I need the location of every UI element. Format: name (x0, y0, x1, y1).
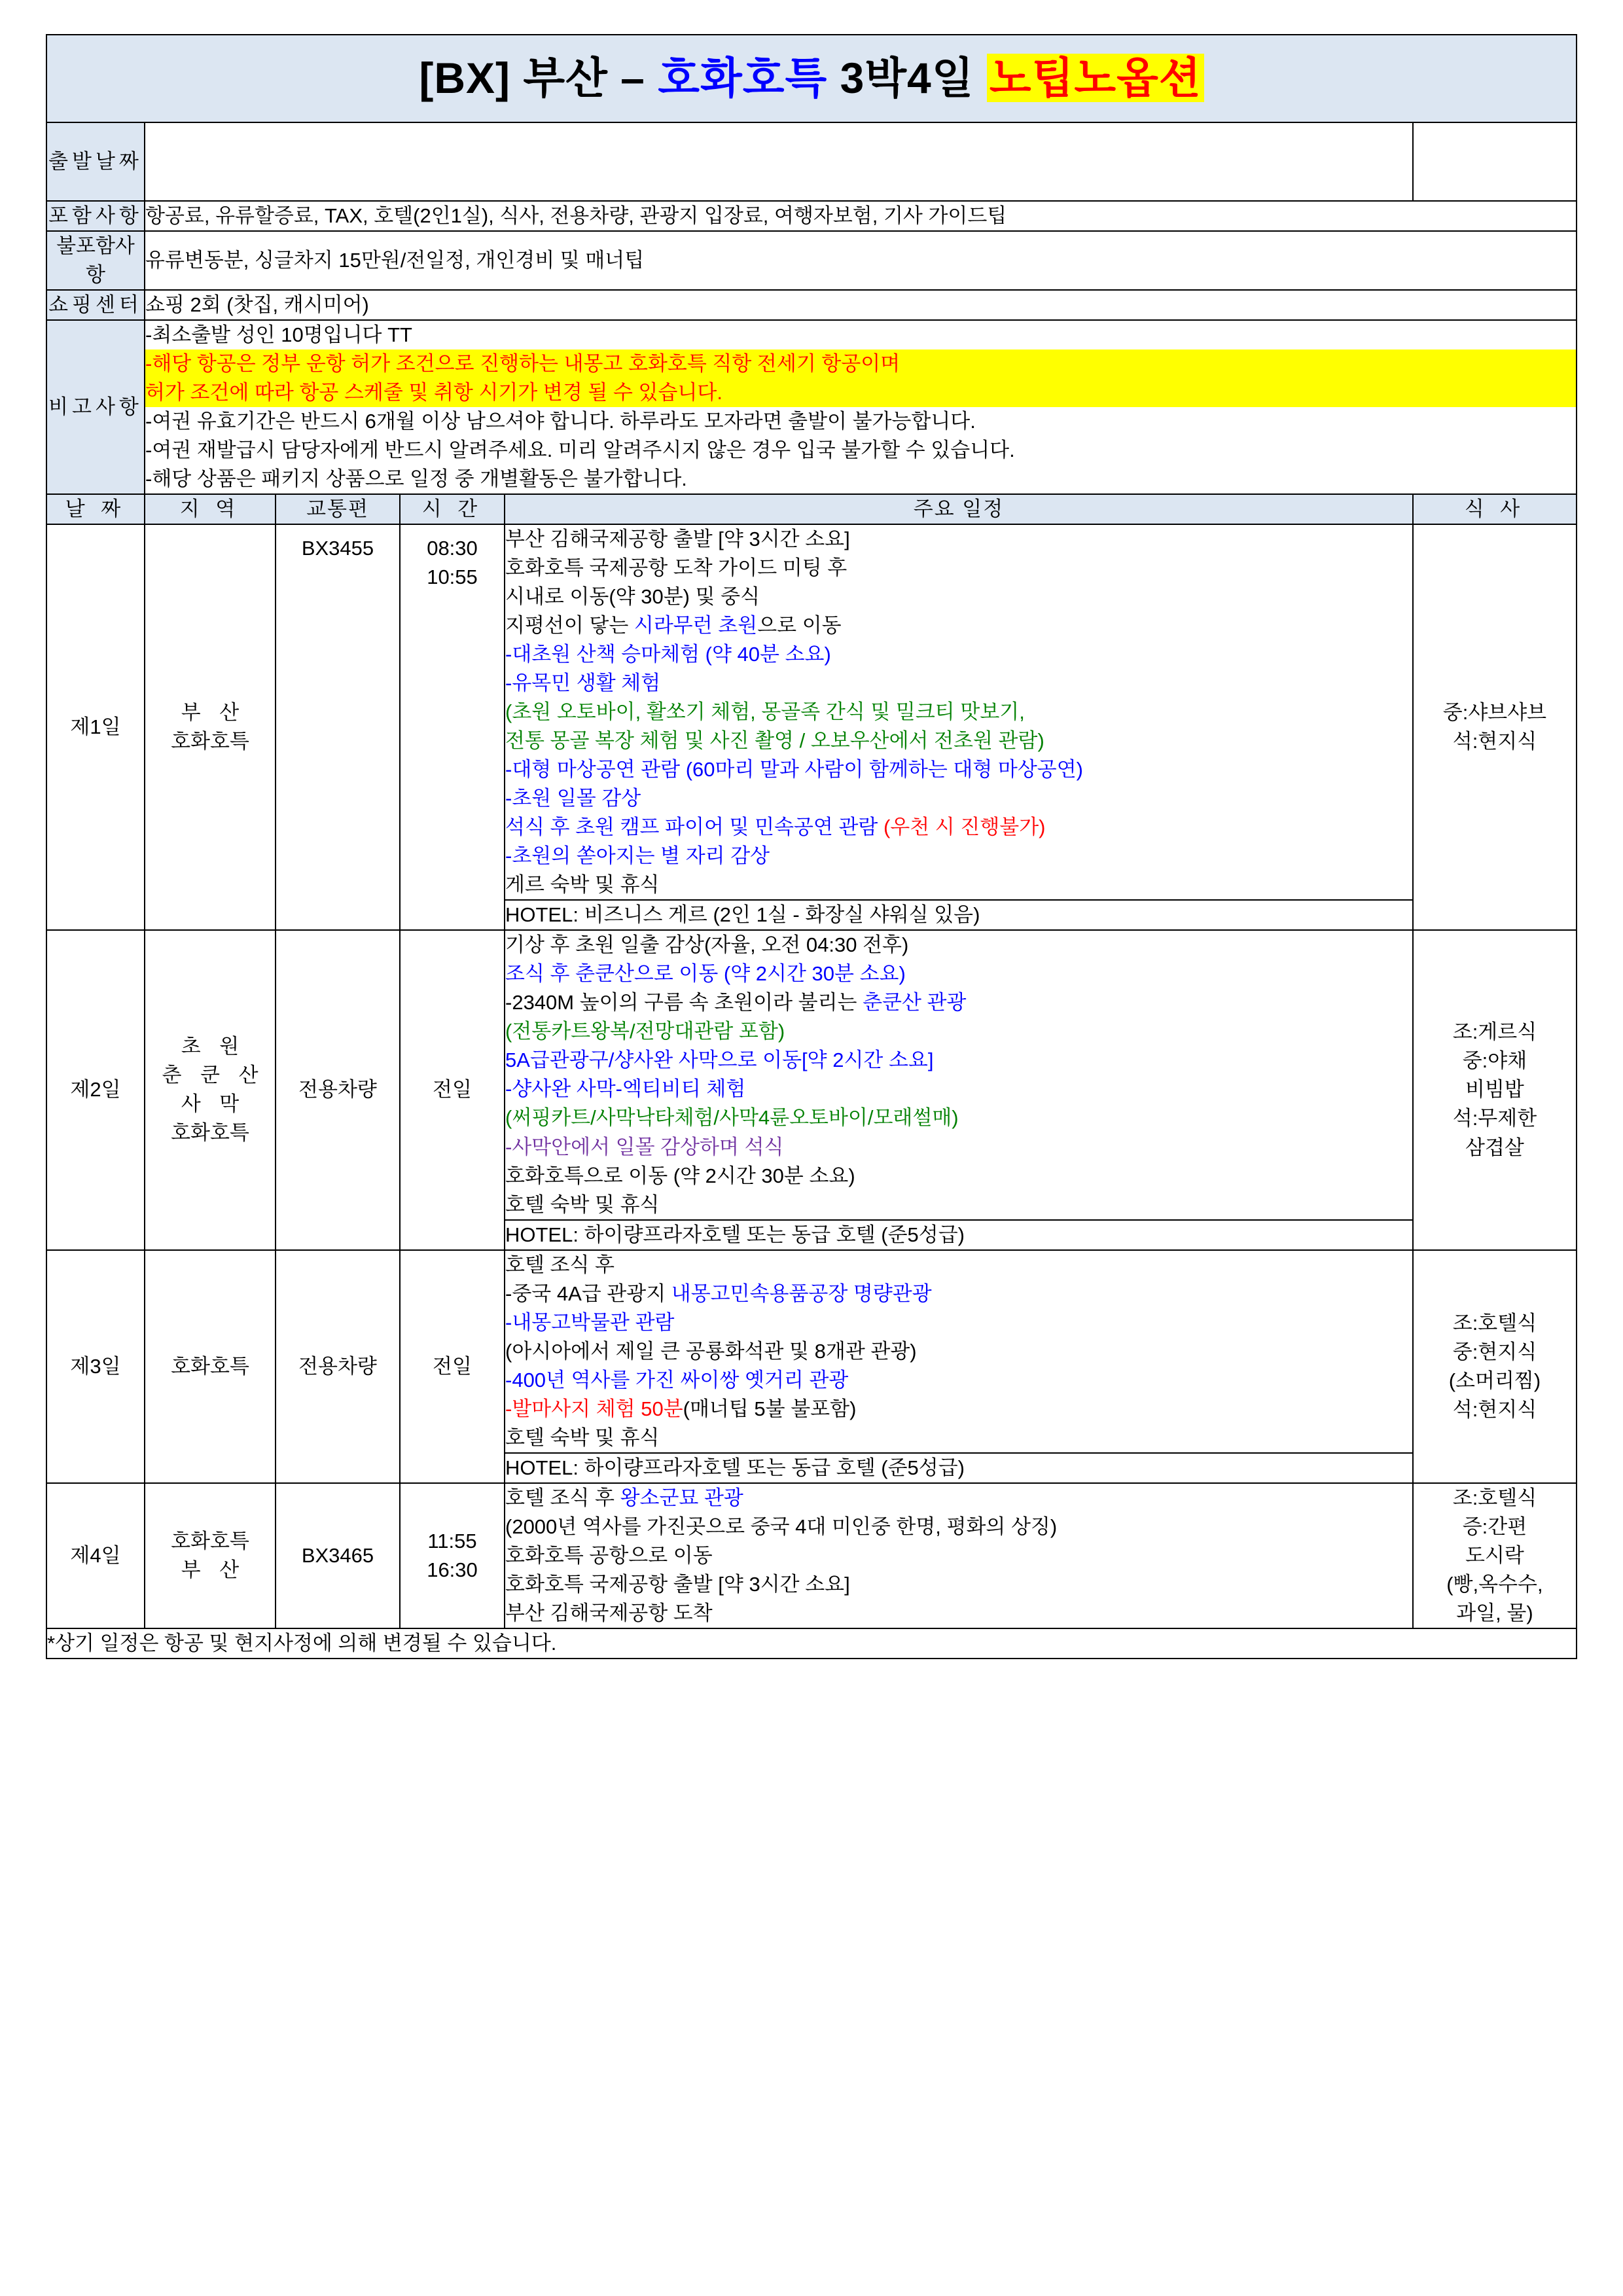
day1-meal (1413, 524, 1577, 930)
day2-meal (1413, 930, 1577, 1249)
day3-meal-2: 중:현지식 (1452, 1340, 1537, 1363)
table-row (46, 1250, 1577, 1453)
column-header-schedule: 주요 일정 (505, 494, 1413, 524)
day2-area-line-1: 초 원 (181, 1035, 246, 1058)
excluded-label: 불포함사항 (46, 231, 145, 290)
day2-line-7: (써핑카트/사막낙타체험/사막4륜오토바이/모래썰매) (505, 1106, 959, 1130)
shopping-label: 쇼핑센터 (46, 290, 145, 320)
day3-line-5: -400년 역사를 가진 싸이쌍 옛거리 관광 (505, 1368, 849, 1391)
day4-time-dep: 11:55 (427, 1529, 477, 1552)
table-row (46, 1483, 1577, 1628)
day3-schedule (505, 1250, 1413, 1453)
remark-line-1: -최소출발 성인 10명입니다 TT (145, 323, 412, 347)
document-title (46, 35, 1577, 122)
day2-meal-2: 중:야채 (1462, 1049, 1527, 1073)
day1-time (400, 524, 505, 930)
remark-line-3: 허가 조건에 따라 항공 스케줄 및 취항 시기가 변경 될 수 있습니다. (145, 378, 1576, 407)
day4-meal-4: (빵,옥수수, (1446, 1572, 1543, 1596)
day1-schedule (505, 524, 1413, 900)
day3-area: 호화호특 (145, 1250, 276, 1483)
title-part-1: [BX] 부산 – (419, 54, 658, 103)
day2-line-4: (전통카트왕복/전망대관람 포함) (505, 1020, 785, 1043)
day4-line-4: 호화호특 국제공항 출발 [약 3시간 소요] (505, 1572, 850, 1596)
day3-transport: 전용차량 (276, 1250, 400, 1483)
day4-line-1: 호텔 조식 후 왕소군묘 관광 (505, 1486, 743, 1509)
day3-line-3: -내몽고박물관 관람 (505, 1310, 675, 1334)
day3-meal-1: 조:호텔식 (1452, 1311, 1537, 1335)
day2-time: 전일 (400, 930, 505, 1249)
departure-date-label: 출발날짜 (46, 122, 145, 201)
excluded-row (46, 231, 1577, 290)
day2-line-8: -사막안에서 일몰 감상하며 석식 (505, 1135, 784, 1158)
day4-area-line-1: 호화호특 (171, 1529, 249, 1552)
day1-area (145, 524, 276, 930)
day4-meal (1413, 1483, 1577, 1628)
column-header-time: 시 간 (400, 494, 505, 524)
included-label: 포함사항 (46, 201, 145, 231)
day1-time-arr: 10:55 (427, 565, 478, 589)
included-row (46, 201, 1577, 231)
day1-time-dep: 08:30 (427, 537, 478, 560)
day2-line-10: 호텔 숙박 및 휴식 (505, 1193, 660, 1216)
remarks-label: 비고사항 (46, 320, 145, 494)
day3-date: 제3일 (46, 1250, 145, 1483)
day4-line-5: 부산 김해국제공항 도착 (505, 1601, 713, 1624)
day2-meal-4: 석:무제한 (1452, 1107, 1537, 1130)
remark-line-5: -여권 재발급시 담당자에게 반드시 알려주세요. 미리 알려주시지 않은 경우 입국 불가할 수 있습니다. (145, 439, 1015, 462)
day4-meal-5: 과일, 물) (1456, 1601, 1533, 1624)
departure-date-value[interactable] (145, 122, 1413, 201)
day1-line-11: 석식 후 초원 캠프 파이어 및 민속공연 관람 (우천 시 진행불가) (505, 816, 1046, 839)
remarks-row (46, 320, 1577, 494)
day4-line-3: 호화호특 공항으로 이동 (505, 1543, 713, 1567)
day1-line-4: 지평선이 닿는 시라무런 초원으로 이동 (505, 614, 842, 637)
shopping-value: 쇼핑 2회 (찻집, 캐시미어) (145, 290, 1577, 320)
remark-line-6: -해당 상품은 패키지 상품으로 일정 중 개별활동은 불가합니다. (145, 467, 687, 491)
day1-date: 제1일 (46, 524, 145, 930)
day1-meal-lunch: 중:샤브샤브 (1442, 701, 1547, 725)
title-part-3: 3박4일 (827, 54, 987, 103)
day3-line-2: -중국 4A급 관광지 내몽고민속용품공장 명량관광 (505, 1282, 932, 1305)
day3-meal-3: (소머리찜) (1448, 1369, 1541, 1392)
excluded-value: 유류변동분, 싱글차지 15만원/전일정, 개인경비 및 매너팁 (145, 231, 1577, 290)
day4-schedule (505, 1483, 1413, 1628)
day2-date: 제2일 (46, 930, 145, 1249)
day1-hotel: HOTEL: 비즈니스 게르 (2인 1실 - 화장실 샤워실 있음) (505, 900, 1413, 930)
day4-meal-3: 도시락 (1465, 1543, 1524, 1567)
day4-area-line-2: 부 산 (181, 1558, 246, 1581)
day2-transport: 전용차량 (276, 930, 400, 1249)
day2-area-line-5: 호화호특 (171, 1121, 249, 1145)
day1-meal-dinner: 석:현지식 (1452, 730, 1537, 753)
day1-line-6: -유목민 생활 체험 (505, 672, 661, 695)
day4-time (400, 1483, 505, 1628)
title-row (46, 35, 1577, 122)
day4-transport: BX3465 (276, 1483, 400, 1628)
day2-line-5: 5A급관광구/샹사완 사막으로 이동[약 2시간 소요] (505, 1049, 934, 1072)
included-value: 항공료, 유류할증료, TAX, 호텔(2인1실), 식사, 전용차량, 관광지 입장료, 여행자보험, 기사 가이드팁 (145, 201, 1577, 231)
day3-time: 전일 (400, 1250, 505, 1483)
day2-line-2: 조식 후 춘쿤산으로 이동 (약 2시간 30분 소요) (505, 962, 906, 986)
day2-meal-5: 삼겹살 (1465, 1136, 1524, 1159)
day2-meal-1: 조:게르식 (1452, 1020, 1537, 1044)
day3-meal-4: 석:현지식 (1452, 1397, 1537, 1421)
day1-line-1: 부산 김해국제공항 출발 [약 3시간 소요] (505, 528, 850, 551)
day2-line-6: -샹사완 사막-엑티비티 체험 (505, 1077, 746, 1101)
day2-meal-3: 비빔밥 (1465, 1078, 1524, 1102)
shopping-row (46, 290, 1577, 320)
day2-area-line-2: 춘 쿤 산 (162, 1064, 265, 1087)
itinerary-header-row (46, 494, 1577, 524)
departure-date-value-2[interactable] (1413, 122, 1577, 201)
day2-schedule (505, 930, 1413, 1219)
day2-line-1: 기상 후 초원 일출 감상(자율, 오전 04:30 전후) (505, 933, 909, 957)
column-header-transport: 교통편 (276, 494, 400, 524)
day3-line-1: 호텔 조식 후 (505, 1253, 615, 1276)
day3-hotel: HOTEL: 하이량프라자호텔 또는 동급 호텔 (준5성급) (505, 1453, 1413, 1483)
day1-line-10: -초원 일몰 감상 (505, 787, 641, 810)
day2-line-3: -2340M 높이의 구름 속 초원이라 불리는 춘쿤산 관광 (505, 991, 967, 1014)
title-part-2: 호화호특 (658, 54, 828, 103)
day1-transport: BX3455 (276, 524, 400, 930)
day2-area-line-3: 사 막 (181, 1092, 246, 1116)
table-row (46, 524, 1577, 900)
remark-line-2: -해당 항공은 정부 운항 허가 조건으로 진행하는 내몽고 호화호특 직항 전세기 항공이며 (145, 350, 1576, 378)
day3-line-4: (아시아에서 제일 큰 공룡화석관 및 8개관 관광) (505, 1339, 917, 1363)
day1-line-12: -초원의 쏟아지는 별 자리 감상 (505, 844, 770, 868)
day2-area (145, 930, 276, 1249)
table-row (46, 930, 1577, 1219)
day1-line-3: 시내로 이동(약 30분) 및 중식 (505, 585, 760, 609)
day1-line-9: -대형 마상공연 관람 (60마리 말과 사람이 함께하는 대형 마상공연) (505, 758, 1084, 781)
day4-meal-2: 증:간편 (1462, 1515, 1527, 1538)
column-header-meal: 식 사 (1413, 494, 1577, 524)
day4-date: 제4일 (46, 1483, 145, 1628)
day4-time-arr: 16:30 (427, 1558, 478, 1581)
day2-line-9: 호화호특으로 이동 (약 2시간 30분 소요) (505, 1164, 855, 1187)
day2-hotel: HOTEL: 하이량프라자호텔 또는 동급 호텔 (준5성급) (505, 1220, 1413, 1250)
title-part-4-highlight: 노팁노옵션 (987, 54, 1204, 102)
footer-note: *상기 일정은 항공 및 현지사정에 의해 변경될 수 있습니다. (46, 1628, 1577, 1659)
day1-area-line-1: 부 산 (181, 701, 246, 725)
day1-line-8: 전통 몽골 복장 체험 및 사진 촬영 / 오보우산에서 전초원 관람) (505, 729, 1044, 753)
day3-line-6: -발마사지 체험 50분(매너팁 5불 불포함) (505, 1397, 857, 1420)
remarks-value (145, 320, 1577, 494)
day1-line-2: 호화호특 국제공항 도착 가이드 미팅 후 (505, 556, 847, 580)
day4-line-2: (2000년 역사를 가진곳으로 중국 4대 미인중 한명, 평화의 상징) (505, 1515, 1058, 1538)
day1-area-line-2: 호화호특 (171, 730, 249, 753)
day4-meal-1: 조:호텔식 (1452, 1486, 1537, 1509)
column-header-area: 지 역 (145, 494, 276, 524)
itinerary-document (46, 34, 1577, 1659)
day4-area (145, 1483, 276, 1628)
day1-line-5: -대초원 산책 승마체험 (약 40분 소요) (505, 643, 831, 666)
footer-row (46, 1628, 1577, 1659)
day3-line-7: 호텔 숙박 및 휴식 (505, 1426, 660, 1449)
departure-date-row (46, 122, 1577, 201)
remark-line-4: -여권 유효기간은 반드시 6개월 이상 남으셔야 합니다. 하루라도 모자라면 출발이 불가능합니다. (145, 410, 976, 433)
day1-line-13: 게르 숙박 및 휴식 (505, 873, 660, 897)
column-header-date: 날 짜 (46, 494, 145, 524)
day3-meal (1413, 1250, 1577, 1483)
day1-line-7: (초원 오토바이, 활쏘기 체험, 몽골족 간식 및 밀크티 맛보기, (505, 700, 1025, 724)
